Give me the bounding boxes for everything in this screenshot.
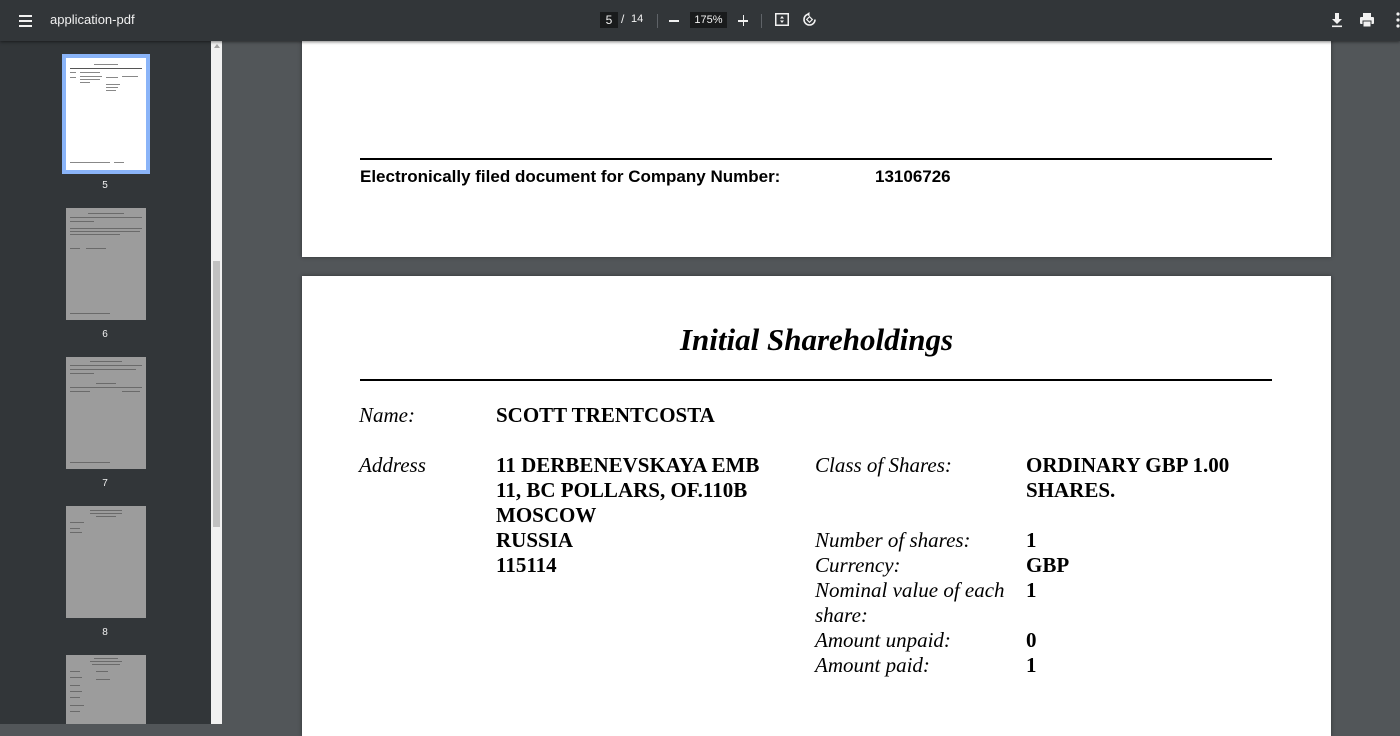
nominal-value-label: share: xyxy=(815,603,868,627)
address-line: 115114 xyxy=(496,553,557,577)
zoom-out-button[interactable] xyxy=(667,12,681,28)
nominal-value-label: Nominal value of each xyxy=(815,578,1005,602)
class-of-shares-value: ORDINARY GBP 1.00 xyxy=(1026,453,1230,477)
page-heading: Initial Shareholdings xyxy=(679,322,954,357)
address-label: Address xyxy=(359,453,426,477)
total-pages: 14 xyxy=(631,13,644,25)
filed-document-label: Electronically filed document for Company Number: xyxy=(360,167,781,186)
pdf-page xyxy=(302,276,1331,736)
menu-icon[interactable] xyxy=(14,10,36,32)
nominal-value-value: 1 xyxy=(1026,578,1037,602)
scroll-up-icon[interactable] xyxy=(214,44,220,48)
fit-to-page-icon[interactable] xyxy=(775,13,789,26)
amount-paid-value: 1 xyxy=(1026,653,1037,677)
rotate-icon[interactable] xyxy=(802,12,817,27)
thumbnail-page-9[interactable] xyxy=(66,655,146,724)
address-line: 11 DERBENEVSKAYA EMB xyxy=(496,453,760,477)
thumbnail-page-6[interactable] xyxy=(66,208,146,320)
name-label: Name: xyxy=(359,403,415,427)
class-of-shares-value: SHARES. xyxy=(1026,478,1116,502)
currency-label: Currency: xyxy=(815,553,901,577)
thumbnail-sidebar xyxy=(0,41,211,724)
amount-unpaid-label: Amount unpaid: xyxy=(815,628,951,652)
toolbar-divider xyxy=(657,14,658,28)
thumbnail-label: 7 xyxy=(102,478,108,489)
more-options-icon[interactable] xyxy=(1393,10,1400,30)
thumbnail-page-8[interactable] xyxy=(66,506,146,618)
zoom-input[interactable] xyxy=(690,12,727,28)
thumbnail-label: 8 xyxy=(102,627,108,638)
address-line: RUSSIA xyxy=(496,528,574,552)
divider-line xyxy=(360,379,1272,381)
address-line: MOSCOW xyxy=(496,503,597,527)
currency-value: GBP xyxy=(1026,553,1070,577)
scrollbar-thumb[interactable] xyxy=(213,261,220,527)
address-line: 11, BC POLLARS, OF.110B xyxy=(496,478,748,502)
company-number: 13106726 xyxy=(875,167,951,186)
class-of-shares-label: Class of Shares: xyxy=(815,453,952,477)
thumbnail-label: 6 xyxy=(102,329,108,340)
thumbnail-page-5[interactable] xyxy=(66,58,146,170)
thumbnail-label: 5 xyxy=(102,180,108,191)
number-of-shares-label: Number of shares: xyxy=(815,528,971,552)
number-of-shares-value: 1 xyxy=(1026,528,1037,552)
document-title: application-pdf xyxy=(50,12,135,27)
toolbar-divider xyxy=(761,14,762,28)
page-number-input[interactable] xyxy=(600,12,618,28)
pdf-toolbar xyxy=(0,0,1400,41)
download-icon[interactable] xyxy=(1330,12,1344,28)
thumbnail-page-7[interactable] xyxy=(66,357,146,469)
divider-line xyxy=(360,158,1272,160)
amount-unpaid-value: 0 xyxy=(1026,628,1037,652)
pdf-page xyxy=(302,20,1331,257)
sidebar-scrollbar[interactable] xyxy=(211,41,222,724)
name-value: SCOTT TRENTCOSTA xyxy=(496,403,715,427)
page-separator: / xyxy=(621,12,625,26)
print-icon[interactable] xyxy=(1359,12,1375,28)
amount-paid-label: Amount paid: xyxy=(815,653,930,677)
zoom-in-button[interactable] xyxy=(736,12,750,28)
